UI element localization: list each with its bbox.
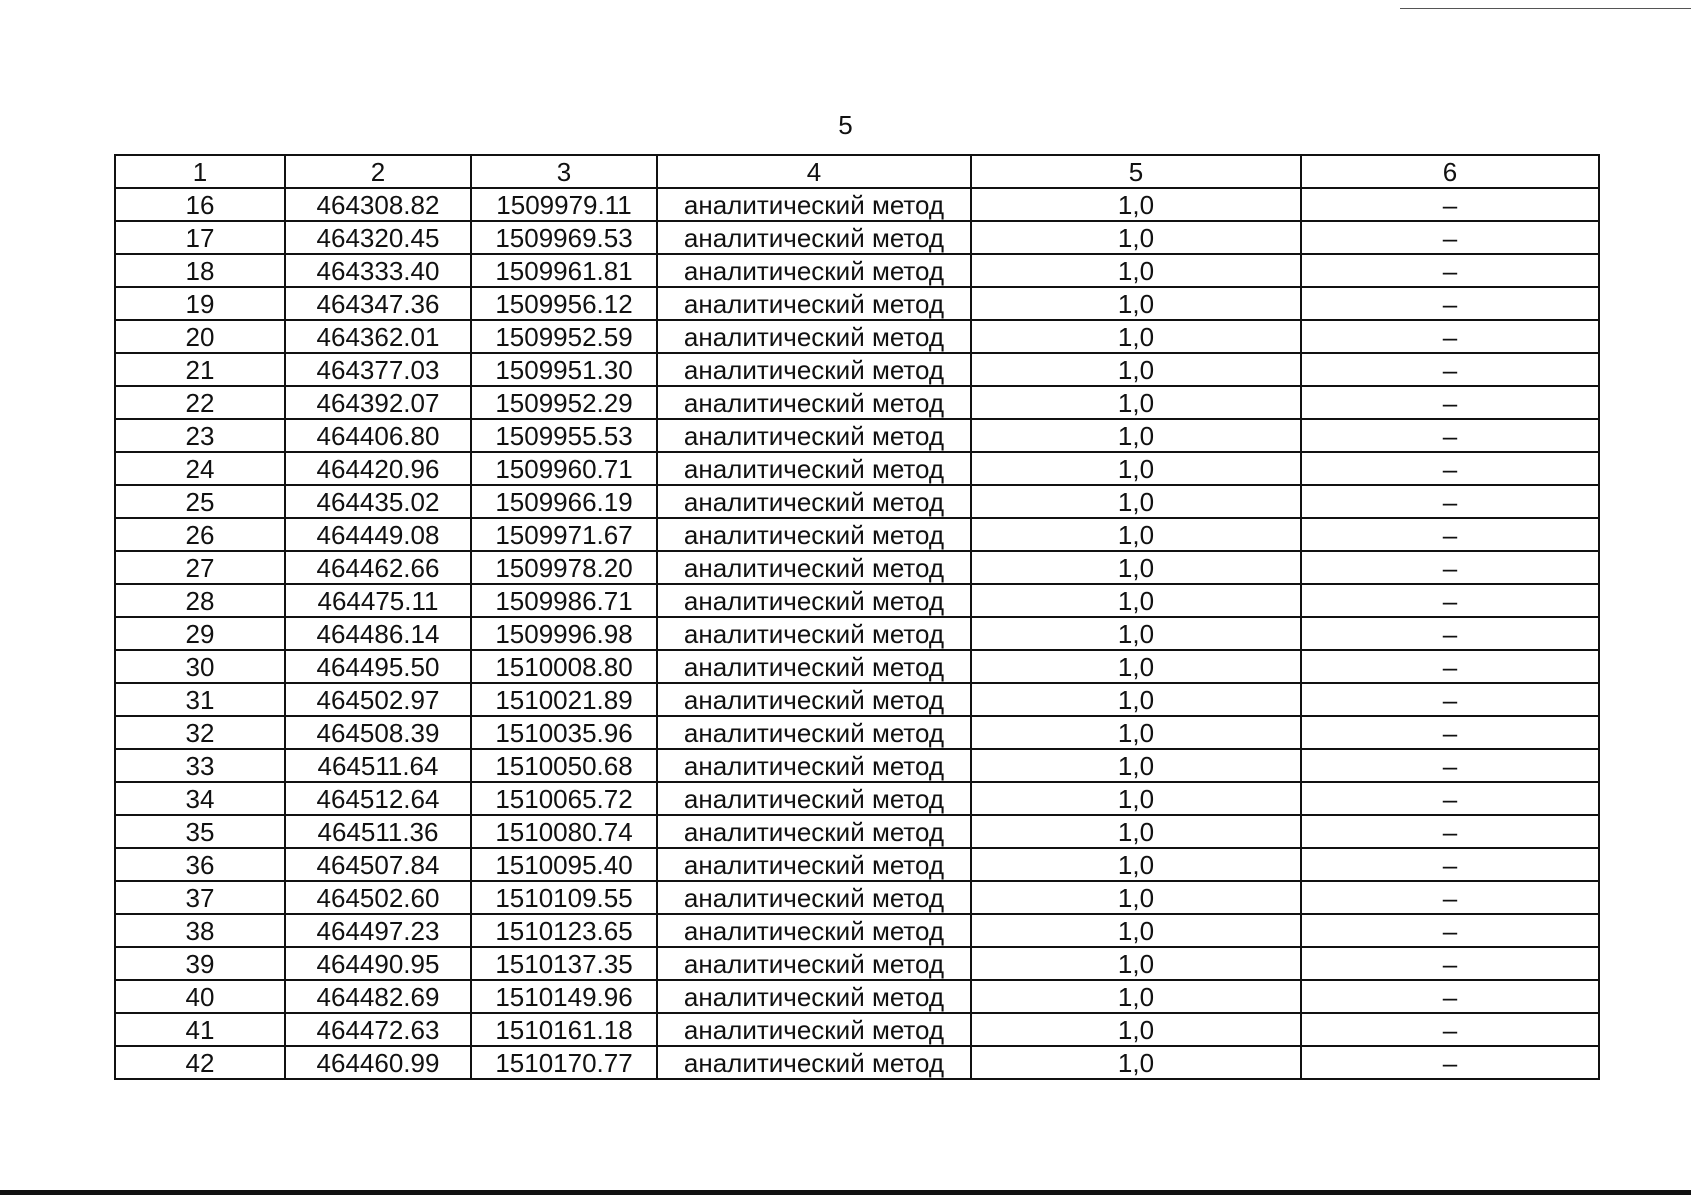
table-row [115, 947, 1599, 980]
accuracy-cell: 1,0 [971, 815, 1301, 848]
x-coordinate-cell: 464497.23 [285, 914, 471, 947]
note-cell: – [1301, 287, 1599, 320]
point-number-cell: 39 [115, 947, 285, 980]
point-number-cell: 34 [115, 782, 285, 815]
note-cell: – [1301, 980, 1599, 1013]
point-number-cell: 22 [115, 386, 285, 419]
x-coordinate-cell: 464511.64 [285, 749, 471, 782]
table-row [115, 1046, 1599, 1079]
coordinates-table [114, 154, 1600, 1080]
x-coordinate-cell: 464490.95 [285, 947, 471, 980]
y-coordinate-cell: 1509986.71 [471, 584, 657, 617]
point-number-cell: 30 [115, 650, 285, 683]
note-cell: – [1301, 749, 1599, 782]
note-cell: – [1301, 518, 1599, 551]
column-header: 6 [1301, 155, 1599, 188]
table-row [115, 386, 1599, 419]
point-number-cell: 42 [115, 1046, 285, 1079]
accuracy-cell: 1,0 [971, 320, 1301, 353]
y-coordinate-cell: 1509979.11 [471, 188, 657, 221]
note-cell: – [1301, 320, 1599, 353]
y-coordinate-cell: 1510035.96 [471, 716, 657, 749]
x-coordinate-cell: 464449.08 [285, 518, 471, 551]
page-number: 5 [838, 110, 853, 140]
note-cell: – [1301, 650, 1599, 683]
accuracy-cell: 1,0 [971, 650, 1301, 683]
accuracy-cell: 1,0 [971, 947, 1301, 980]
method-cell: аналитический метод [657, 353, 971, 386]
accuracy-cell: 1,0 [971, 716, 1301, 749]
x-coordinate-cell: 464475.11 [285, 584, 471, 617]
table-row [115, 617, 1599, 650]
method-cell: аналитический метод [657, 716, 971, 749]
table-row [115, 221, 1599, 254]
x-coordinate-cell: 464502.97 [285, 683, 471, 716]
x-coordinate-cell: 464502.60 [285, 881, 471, 914]
note-cell: – [1301, 221, 1599, 254]
x-coordinate-cell: 464482.69 [285, 980, 471, 1013]
table-row [115, 320, 1599, 353]
accuracy-cell: 1,0 [971, 419, 1301, 452]
method-cell: аналитический метод [657, 188, 971, 221]
y-coordinate-cell: 1509961.81 [471, 254, 657, 287]
y-coordinate-cell: 1510080.74 [471, 815, 657, 848]
note-cell: – [1301, 881, 1599, 914]
accuracy-cell: 1,0 [971, 551, 1301, 584]
method-cell: аналитический метод [657, 881, 971, 914]
accuracy-cell: 1,0 [971, 386, 1301, 419]
accuracy-cell: 1,0 [971, 452, 1301, 485]
method-cell: аналитический метод [657, 386, 971, 419]
x-coordinate-cell: 464511.36 [285, 815, 471, 848]
method-cell: аналитический метод [657, 947, 971, 980]
accuracy-cell: 1,0 [971, 221, 1301, 254]
column-header: 4 [657, 155, 971, 188]
note-cell: – [1301, 683, 1599, 716]
column-header: 3 [471, 155, 657, 188]
table-row [115, 881, 1599, 914]
note-cell: – [1301, 617, 1599, 650]
method-cell: аналитический метод [657, 980, 971, 1013]
y-coordinate-cell: 1509996.98 [471, 617, 657, 650]
table-row [115, 551, 1599, 584]
y-coordinate-cell: 1510161.18 [471, 1013, 657, 1046]
method-cell: аналитический метод [657, 650, 971, 683]
y-coordinate-cell: 1510095.40 [471, 848, 657, 881]
note-cell: – [1301, 419, 1599, 452]
method-cell: аналитический метод [657, 1046, 971, 1079]
method-cell: аналитический метод [657, 320, 971, 353]
x-coordinate-cell: 464495.50 [285, 650, 471, 683]
method-cell: аналитический метод [657, 782, 971, 815]
point-number-cell: 16 [115, 188, 285, 221]
x-coordinate-cell: 464507.84 [285, 848, 471, 881]
y-coordinate-cell: 1509955.53 [471, 419, 657, 452]
x-coordinate-cell: 464333.40 [285, 254, 471, 287]
point-number-cell: 21 [115, 353, 285, 386]
x-coordinate-cell: 464392.07 [285, 386, 471, 419]
note-cell: – [1301, 551, 1599, 584]
note-cell: – [1301, 914, 1599, 947]
column-header: 1 [115, 155, 285, 188]
accuracy-cell: 1,0 [971, 617, 1301, 650]
table-row [115, 749, 1599, 782]
table-row [115, 584, 1599, 617]
method-cell: аналитический метод [657, 914, 971, 947]
point-number-cell: 41 [115, 1013, 285, 1046]
note-cell: – [1301, 188, 1599, 221]
method-cell: аналитический метод [657, 254, 971, 287]
method-cell: аналитический метод [657, 452, 971, 485]
y-coordinate-cell: 1509956.12 [471, 287, 657, 320]
y-coordinate-cell: 1509966.19 [471, 485, 657, 518]
point-number-cell: 24 [115, 452, 285, 485]
accuracy-cell: 1,0 [971, 518, 1301, 551]
accuracy-cell: 1,0 [971, 782, 1301, 815]
x-coordinate-cell: 464508.39 [285, 716, 471, 749]
method-cell: аналитический метод [657, 485, 971, 518]
method-cell: аналитический метод [657, 749, 971, 782]
point-number-cell: 37 [115, 881, 285, 914]
table-row [115, 815, 1599, 848]
accuracy-cell: 1,0 [971, 485, 1301, 518]
accuracy-cell: 1,0 [971, 584, 1301, 617]
accuracy-cell: 1,0 [971, 1046, 1301, 1079]
accuracy-cell: 1,0 [971, 1013, 1301, 1046]
table-row [115, 650, 1599, 683]
note-cell: – [1301, 1013, 1599, 1046]
y-coordinate-cell: 1509978.20 [471, 551, 657, 584]
table-row [115, 419, 1599, 452]
method-cell: аналитический метод [657, 848, 971, 881]
method-cell: аналитический метод [657, 551, 971, 584]
note-cell: – [1301, 584, 1599, 617]
point-number-cell: 25 [115, 485, 285, 518]
method-cell: аналитический метод [657, 287, 971, 320]
x-coordinate-cell: 464347.36 [285, 287, 471, 320]
y-coordinate-cell: 1509969.53 [471, 221, 657, 254]
note-cell: – [1301, 254, 1599, 287]
bottom-border-line [0, 1190, 1691, 1195]
point-number-cell: 23 [115, 419, 285, 452]
y-coordinate-cell: 1510050.68 [471, 749, 657, 782]
method-cell: аналитический метод [657, 815, 971, 848]
x-coordinate-cell: 464308.82 [285, 188, 471, 221]
y-coordinate-cell: 1510109.55 [471, 881, 657, 914]
x-coordinate-cell: 464406.80 [285, 419, 471, 452]
point-number-cell: 35 [115, 815, 285, 848]
point-number-cell: 32 [115, 716, 285, 749]
x-coordinate-cell: 464512.64 [285, 782, 471, 815]
x-coordinate-cell: 464435.02 [285, 485, 471, 518]
table-row [115, 485, 1599, 518]
y-coordinate-cell: 1510149.96 [471, 980, 657, 1013]
x-coordinate-cell: 464377.03 [285, 353, 471, 386]
note-cell: – [1301, 815, 1599, 848]
note-cell: – [1301, 716, 1599, 749]
y-coordinate-cell: 1509960.71 [471, 452, 657, 485]
y-coordinate-cell: 1510065.72 [471, 782, 657, 815]
point-number-cell: 26 [115, 518, 285, 551]
point-number-cell: 33 [115, 749, 285, 782]
point-number-cell: 36 [115, 848, 285, 881]
method-cell: аналитический метод [657, 1013, 971, 1046]
method-cell: аналитический метод [657, 683, 971, 716]
y-coordinate-cell: 1510170.77 [471, 1046, 657, 1079]
y-coordinate-cell: 1510123.65 [471, 914, 657, 947]
note-cell: – [1301, 353, 1599, 386]
x-coordinate-cell: 464462.66 [285, 551, 471, 584]
table-row [115, 353, 1599, 386]
table-row [115, 782, 1599, 815]
method-cell: аналитический метод [657, 419, 971, 452]
note-cell: – [1301, 848, 1599, 881]
table-header-row [115, 155, 1599, 188]
method-cell: аналитический метод [657, 617, 971, 650]
accuracy-cell: 1,0 [971, 881, 1301, 914]
y-coordinate-cell: 1509951.30 [471, 353, 657, 386]
table-row [115, 980, 1599, 1013]
accuracy-cell: 1,0 [971, 353, 1301, 386]
accuracy-cell: 1,0 [971, 980, 1301, 1013]
table-row [115, 914, 1599, 947]
column-header: 2 [285, 155, 471, 188]
y-coordinate-cell: 1510137.35 [471, 947, 657, 980]
y-coordinate-cell: 1509971.67 [471, 518, 657, 551]
accuracy-cell: 1,0 [971, 914, 1301, 947]
table-row [115, 452, 1599, 485]
table-row [115, 188, 1599, 221]
accuracy-cell: 1,0 [971, 188, 1301, 221]
table-row [115, 1013, 1599, 1046]
point-number-cell: 20 [115, 320, 285, 353]
point-number-cell: 38 [115, 914, 285, 947]
method-cell: аналитический метод [657, 518, 971, 551]
point-number-cell: 29 [115, 617, 285, 650]
accuracy-cell: 1,0 [971, 749, 1301, 782]
note-cell: – [1301, 947, 1599, 980]
accuracy-cell: 1,0 [971, 848, 1301, 881]
x-coordinate-cell: 464460.99 [285, 1046, 471, 1079]
table-row [115, 287, 1599, 320]
method-cell: аналитический метод [657, 221, 971, 254]
note-cell: – [1301, 485, 1599, 518]
point-number-cell: 27 [115, 551, 285, 584]
point-number-cell: 17 [115, 221, 285, 254]
x-coordinate-cell: 464362.01 [285, 320, 471, 353]
point-number-cell: 18 [115, 254, 285, 287]
note-cell: – [1301, 1046, 1599, 1079]
y-coordinate-cell: 1510008.80 [471, 650, 657, 683]
table-row [115, 518, 1599, 551]
method-cell: аналитический метод [657, 584, 971, 617]
y-coordinate-cell: 1509952.59 [471, 320, 657, 353]
point-number-cell: 19 [115, 287, 285, 320]
accuracy-cell: 1,0 [971, 683, 1301, 716]
table-row [115, 254, 1599, 287]
point-number-cell: 28 [115, 584, 285, 617]
point-number-cell: 31 [115, 683, 285, 716]
point-number-cell: 40 [115, 980, 285, 1013]
x-coordinate-cell: 464472.63 [285, 1013, 471, 1046]
table-row [115, 716, 1599, 749]
x-coordinate-cell: 464420.96 [285, 452, 471, 485]
column-header: 5 [971, 155, 1301, 188]
y-coordinate-cell: 1509952.29 [471, 386, 657, 419]
y-coordinate-cell: 1510021.89 [471, 683, 657, 716]
accuracy-cell: 1,0 [971, 254, 1301, 287]
note-cell: – [1301, 782, 1599, 815]
note-cell: – [1301, 452, 1599, 485]
top-divider-line [1400, 8, 1691, 9]
table-body [115, 188, 1599, 1079]
x-coordinate-cell: 464320.45 [285, 221, 471, 254]
note-cell: – [1301, 386, 1599, 419]
x-coordinate-cell: 464486.14 [285, 617, 471, 650]
table-row [115, 848, 1599, 881]
accuracy-cell: 1,0 [971, 287, 1301, 320]
table-row [115, 683, 1599, 716]
coordinates-table-container [114, 154, 1598, 1080]
